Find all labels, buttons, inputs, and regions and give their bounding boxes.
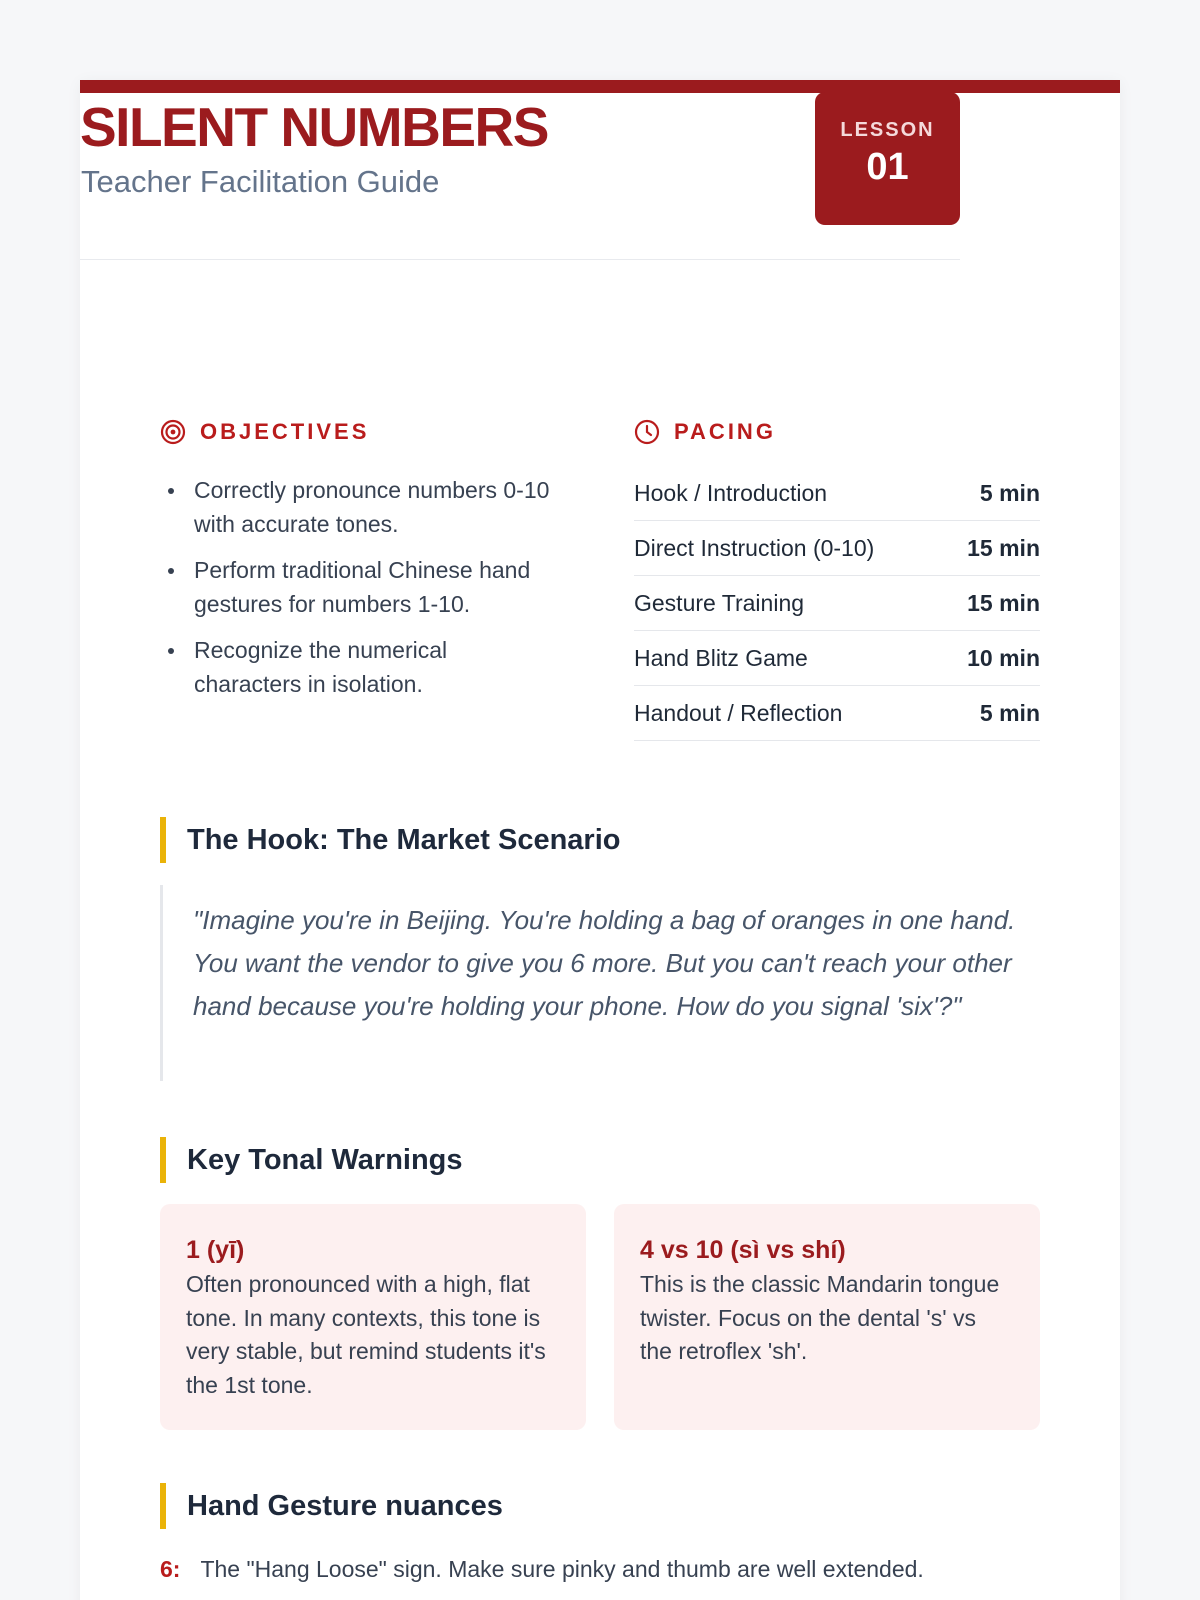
objective-item: Correctly pronounce numbers 0-10 with accurate tones. (160, 473, 560, 541)
pacing-row (634, 521, 1040, 576)
pacing-duration: 5 min (979, 699, 1040, 726)
gesture-item (160, 1552, 924, 1586)
hook-quote: "Imagine you're in Beijing. You're holding a bag of oranges in one hand. You want the vendor to give you 6 more. But you can't reach your other hand because you're holding your phone. How do you signal 'six'?" (160, 885, 1040, 1081)
hand-gesture-heading: Hand Gesture nuances (160, 1483, 503, 1529)
tonal-warning-card (160, 1204, 586, 1430)
page-subtitle: Teacher Facilitation Guide (81, 164, 440, 199)
pacing-row (634, 466, 1040, 521)
pacing-table (634, 466, 1040, 741)
gesture-number: 6: (160, 1556, 181, 1582)
tonal-warning-card (614, 1204, 1040, 1430)
hook-heading: The Hook: The Market Scenario (160, 817, 621, 863)
pacing-row (634, 686, 1040, 741)
pacing-duration: 10 min (967, 644, 1040, 671)
pacing-duration: 15 min (967, 534, 1040, 561)
page-header (80, 92, 960, 260)
pacing-row (634, 631, 1040, 686)
pacing-heading-label: PACING (674, 419, 776, 444)
tonal-warning-body: This is the classic Mandarin tongue twister. Focus on the dental 's' vs the retroflex 'sh'. (640, 1271, 1000, 1364)
pacing-activity: Hand Blitz Game (634, 644, 808, 671)
objectives-heading-label: OBJECTIVES (200, 419, 370, 444)
tonal-warning-body: Often pronounced with a high, flat tone. In many contexts, this tone is very stable, but remind students it's the 1st tone. (186, 1271, 546, 1398)
lesson-number: 01 (866, 146, 909, 188)
objective-item: Recognize the numerical characters in isolation. (160, 633, 560, 701)
pacing-duration: 5 min (979, 479, 1040, 506)
page-title: SILENT NUMBERS (80, 96, 548, 158)
pacing-row (634, 576, 1040, 631)
lesson-badge (815, 92, 960, 225)
pacing-activity: Direct Instruction (0-10) (634, 534, 875, 561)
pacing-activity: Gesture Training (634, 589, 805, 616)
tonal-warnings-heading: Key Tonal Warnings (160, 1137, 463, 1183)
pacing-activity: Handout / Reflection (634, 699, 843, 726)
tonal-warning-title: 1 (yī) (186, 1236, 245, 1264)
objectives-heading (160, 417, 369, 447)
target-icon (160, 419, 186, 445)
gesture-text: The "Hang Loose" sign. Make sure pinky and thumb are well extended. (200, 1556, 924, 1582)
tonal-warning-title: 4 vs 10 (sì vs shí) (640, 1236, 846, 1264)
objective-item: Perform traditional Chinese hand gestures for numbers 1-10. (160, 553, 560, 621)
pacing-activity: Hook / Introduction (634, 479, 828, 506)
clock-icon (634, 419, 660, 445)
lesson-label: LESSON (840, 119, 935, 141)
objectives-list (160, 473, 560, 713)
pacing-duration: 15 min (967, 589, 1040, 616)
pacing-heading (634, 417, 776, 447)
